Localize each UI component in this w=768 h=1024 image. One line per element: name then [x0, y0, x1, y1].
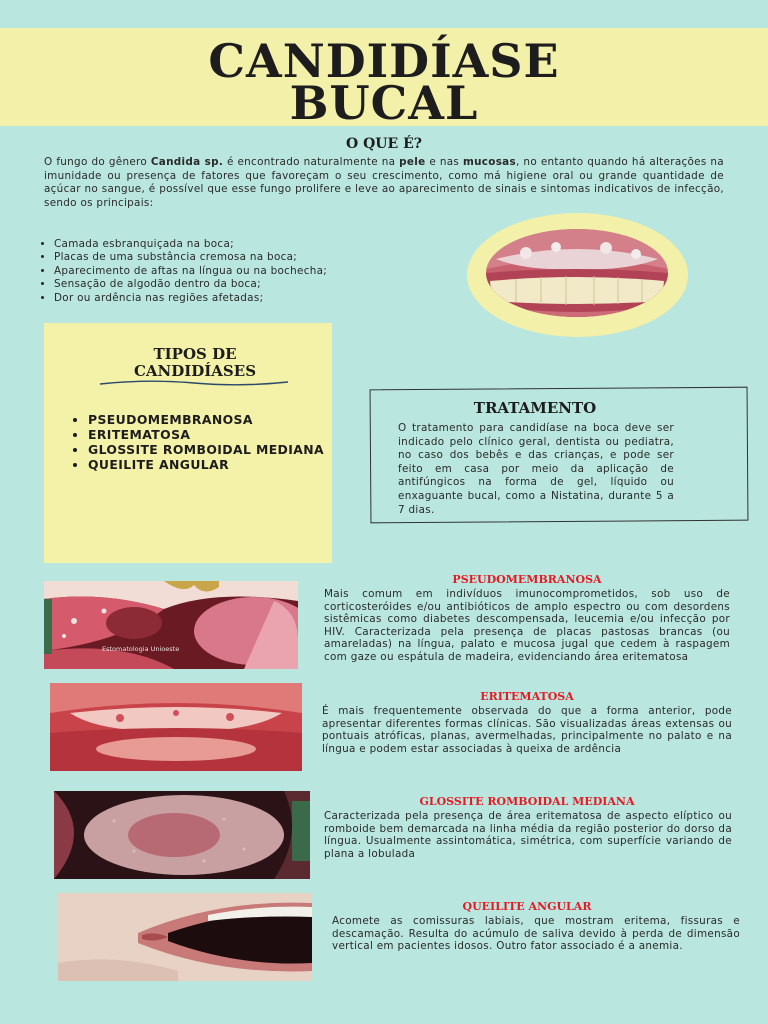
genus-name: Candida sp. [150, 156, 224, 168]
photo-glossite [54, 791, 310, 879]
page-title-line-1: CANDIDÍASE [208, 34, 560, 88]
section-title-queilite: QUEILITE ANGULAR [462, 900, 592, 913]
symptom-item: • Dor ou ardência nas regiões afetadas; [54, 292, 474, 305]
what-is-heading: O QUE É? [346, 136, 422, 152]
type-item: • GLOSSITE ROMBOIDAL MEDIANA [88, 442, 338, 457]
types-title: TIPOS DE CANDIDÍASES [133, 345, 257, 380]
symptom-item: • Placas de uma substância cremosa na boca; [54, 251, 474, 264]
photo-pseudomembranosa [44, 581, 298, 669]
photo-queilite [58, 893, 312, 981]
treatment-text: O tratamento para candidíase na boca deve ser indicado pelo clínico geral, dentista ou pediatra, no caso dos bebês e das crianças, e pode ser feito em casa por meio da aplicação de antifúngicos na forma de gel, líquido ou enxaguante bucal, como a Nistatina, durante 5 a 7 dias. [398, 422, 674, 516]
type-item: • ERITEMATOSA [88, 427, 338, 442]
section-title-pseudomembranosa: PSEUDOMEMBRANOSA [452, 573, 602, 586]
type-item: • PSEUDOMEMBRANOSA [88, 412, 338, 427]
symptom-item: • Sensação de algodão dentro da boca; [54, 278, 474, 291]
page-title-line-2: BUCAL [289, 76, 479, 130]
symptom-item: • Camada esbranquiçada na boca; [54, 238, 474, 251]
types-list [70, 412, 338, 472]
intro-paragraph: O fungo do gênero Candida sp. é encontrado naturalmente na pele e nas mucosas, no entanto quando há alterações na imunidade ou presença de fatores que favoreçam o seu crescimento, como má higiene oral ou grande quantidade de açúcar no sangue, é possível que esse fungo prolifere e leve ao aparecimento de sinais e sintomas indicativos de infecção, sendo os principais: [44, 156, 724, 209]
section-text-glossite: Caracterizada pela presença de área eritematosa de aspecto elíptico ou romboide bem demarcada na linha média da região posterior do dorso da língua. Usualmente assintomática, simétrica, com superfície variando de plana a lobulada [324, 810, 732, 860]
section-text-queilite: Acomete as comissuras labiais, que mostram eritema, fissuras e descamação. Resulta do acúmulo de saliva devido à perda de dimensão vertical em pacientes idosos. Outro fator associado é a anemia. [332, 915, 740, 953]
treatment-title: TRATAMENTO [473, 399, 597, 417]
wavy-underline [98, 378, 290, 388]
mouth-photo-white-plaques [486, 229, 668, 317]
photo-watermark: Estomatologia Unioeste [102, 645, 180, 653]
section-title-eritematosa: ERITEMATOSA [480, 690, 574, 703]
symptoms-list [36, 238, 474, 305]
section-title-glossite: GLOSSITE ROMBOIDAL MEDIANA [419, 795, 635, 808]
symptom-item: • Aparecimento de aftas na língua ou na bochecha; [54, 265, 474, 278]
section-text-eritematosa: É mais frequentemente observada do que a forma anterior, pode apresentar diferentes formas clínicas. São visualizadas áreas extensas ou pontuais atróficas, planas, avermelhadas, principalmente no palato e na língua e podem estar associadas à queixa de ardência [322, 705, 732, 755]
photo-eritematosa [50, 683, 302, 771]
section-text-pseudomembranosa: Mais comum em indivíduos imunocomprometidos, sob uso de corticosteróides e/ou antibióticos de amplo espectro ou com desordens sistêmicas como diabetes descompensada, leucemia e/ou infecção por HIV. Caracterizada pela presença de placas pastosas brancas (ou amareladas) na língua, palato e mucosa jugal que cedem à raspagem com gaze ou espátula de madeira, evidenciando área eritematosa [324, 588, 730, 663]
type-item: • QUEILITE ANGULAR [88, 457, 338, 472]
